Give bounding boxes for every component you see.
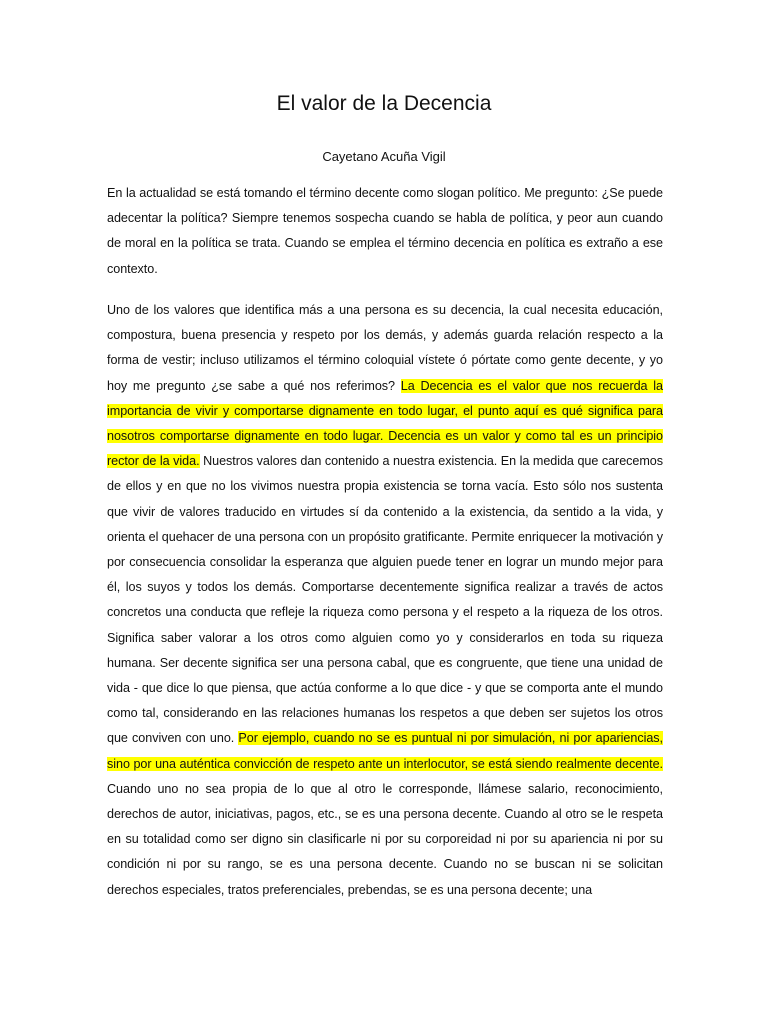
paragraph-1: En la actualidad se está tomando el término decente como slogan político. Me pregunto: ¿Se puede adecentar la política? Siempre tenemos sospecha cuando se habla de política, y peor aun cuando de moral en la política se trata. Cuando se emplea el término decencia en política es extraño a ese contexto. (107, 186, 663, 276)
paragraph-2-text-2: Nuestros valores dan contenido a nuestra existencia. En la medida que carecemos de ellos y en que no los vivimos nuestra propia existencia se torna vacía. Esto sólo nos sustenta que vivir de valores traducido en virtudes sí da contenido a la existencia, da sentido a la vida, y orienta el quehacer de una persona con un propósito gratificante. Permite enriquecer la motivación y por consecuencia consolidar la esperanza que alguien puede tener en lograr un mundo mejor para él, los suyos y todos los demás. Comportarse decentemente significa realizar a través de actos concretos una conducta que refleje la riqueza como persona y el respeto a la riqueza de los otros. Significa saber valorar a los otros como alguien como yo y considerarlos en toda su riqueza humana. Ser decente significa ser una persona cabal, que es congruente, que tiene una unidad de vida - que dice lo que piensa, que actúa conforme a lo que dice - y que se comporta ante el mundo como tal, considerando en las relaciones humanas los respetos a que deben ser sujetos los otros que conviven con uno. (107, 454, 663, 746)
paragraph-2 (107, 298, 663, 903)
highlighted-text-1: La Decencia es el valor que nos recuerda la importancia de vivir y comportarse dignamente en todo lugar, el punto aquí es qué significa para nosotros comportarse dignamente en todo lugar. Decencia es un valor y como tal es un principio rector de la vida. (107, 378, 663, 469)
paragraph-2-text-3: Cuando uno no sea propia de lo que al otro le corresponde, llámese salario, reconocimiento, derechos de autor, iniciativas, pagos, etc., se es una persona decente. Cuando al otro se le respeta en su totalidad como ser digno sin clasificarle ni por su corporeidad ni por su apariencia ni por su condición ni por su rango, se es una persona decente. Cuando no se buscan ni se solicitan derechos especiales, tratos preferenciales, prebendas, se es una persona decente; una (107, 781, 663, 897)
document-author: Cayetano Acuña Vigil (322, 149, 446, 164)
paragraph-2-text-1: Uno de los valores que identifica más a una persona es su decencia, la cual necesita educación, compostura, buena presencia y respeto por los demás, y además guarda relación respecto a la forma de vestir; incluso utilizamos el término coloquial vístete ó pórtate como gente decente, y yo hoy me pregunto ¿se sabe a qué nos referimos? (107, 303, 663, 393)
highlighted-text-2: Por ejemplo, cuando no se es puntual ni por simulación, ni por apariencias, sino por una auténtica convicción de respeto ante un interlocutor, se está siendo realmente decente. (107, 731, 663, 771)
document-title: El valor de la Decencia (276, 92, 492, 115)
